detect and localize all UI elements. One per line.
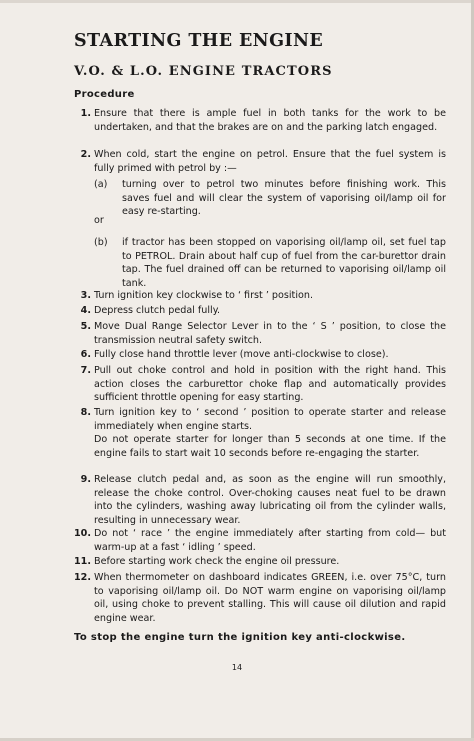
step-text: Ensure that there is ample fuel in both tanks for the work to be undertaken, and that the brakes are on and the parking latch engaged. (94, 108, 446, 133)
step-text: When cold, start the engine on petrol. Ensure that the fuel system is fully primed with petrol by :— (94, 149, 446, 174)
or-separator: or (94, 215, 104, 226)
step-number: 3. (80, 290, 91, 301)
closing-instruction: To stop the engine turn the ignition key anti-clockwise. (74, 632, 406, 643)
step-text: Turn ignition key clockwise to ‘ first ’ position. (94, 290, 313, 301)
step-number: 9. (80, 474, 91, 485)
sub-step-text: turning over to petrol two minutes before finishing work. This saves fuel and will clear the system of vaporising oil/lamp oil for easy re-starting. (122, 179, 446, 217)
step-number: 1. (80, 108, 91, 119)
step-text: Depress clutch pedal fully. (94, 305, 221, 316)
step-number: 8. (80, 407, 91, 418)
page-subtitle: V.O. & L.O. ENGINE TRACTORS (74, 64, 333, 79)
page-edge-top (0, 0, 474, 3)
step-number: 11. (74, 556, 91, 567)
step-number: 2. (80, 149, 91, 160)
step-text: Pull out choke control and hold in position with the right hand. This action closes the carburettor choke flap and automatically provides sufficient throttle opening for easy starting. (94, 365, 446, 403)
sub-step-label: (a) (94, 179, 108, 190)
page-number: 14 (231, 663, 243, 672)
page-title: STARTING THE ENGINE (74, 31, 324, 51)
step-text: Before starting work check the engine oil pressure. (94, 556, 340, 567)
step-text: Move Dual Range Selector Lever in to the ‘ S ’ position, to close the transmission neutral safety switch. (94, 321, 446, 346)
step-number: 12. (74, 572, 91, 583)
step-text: Release clutch pedal and, as soon as the engine will run smoothly, release the choke control. Over-choking causes neat fuel to be drawn into the cylinders, washing away lubricating oil from the cylinder walls, resulting in unnecessary wear. (94, 474, 446, 526)
step-text: Turn ignition key to ‘ second ’ position to operate starter and release immediately when engine starts. Do not operate starter for longer than 5 seconds at one time. If the engine fails to start wait 10 seconds before re-engaging the starter. (94, 407, 446, 459)
step-number: 10. (74, 528, 91, 539)
sub-step-text: if tractor has been stopped on vaporising oil/lamp oil, set fuel tap to PETROL. Drain about half cup of fuel from the car-burettor drain tap. The fuel drained off can be returned to vaporising oil/lamp oil tank. (122, 237, 446, 289)
step-number: 6. (80, 349, 91, 360)
step-text: Do not ‘ race ’ the engine immediately after starting from cold— but warm-up at a fast ‘ idling ’ speed. (94, 528, 446, 553)
section-heading: Procedure (74, 89, 135, 100)
step-text: When thermometer on dashboard indicates GREEN, i.e. over 75°C, turn to vaporising oil/lamp oil. Do NOT warm engine on vaporising oil/lamp oil, using choke to prevent stalling. This will cause oil dilution and rapid engine wear. (94, 572, 446, 624)
sub-step-label: (b) (94, 237, 108, 248)
step-number: 7. (80, 365, 91, 376)
step-number: 5. (80, 321, 91, 332)
step-text: Fully close hand throttle lever (move anti-clockwise to close). (94, 349, 389, 360)
step-number: 4. (80, 305, 91, 316)
